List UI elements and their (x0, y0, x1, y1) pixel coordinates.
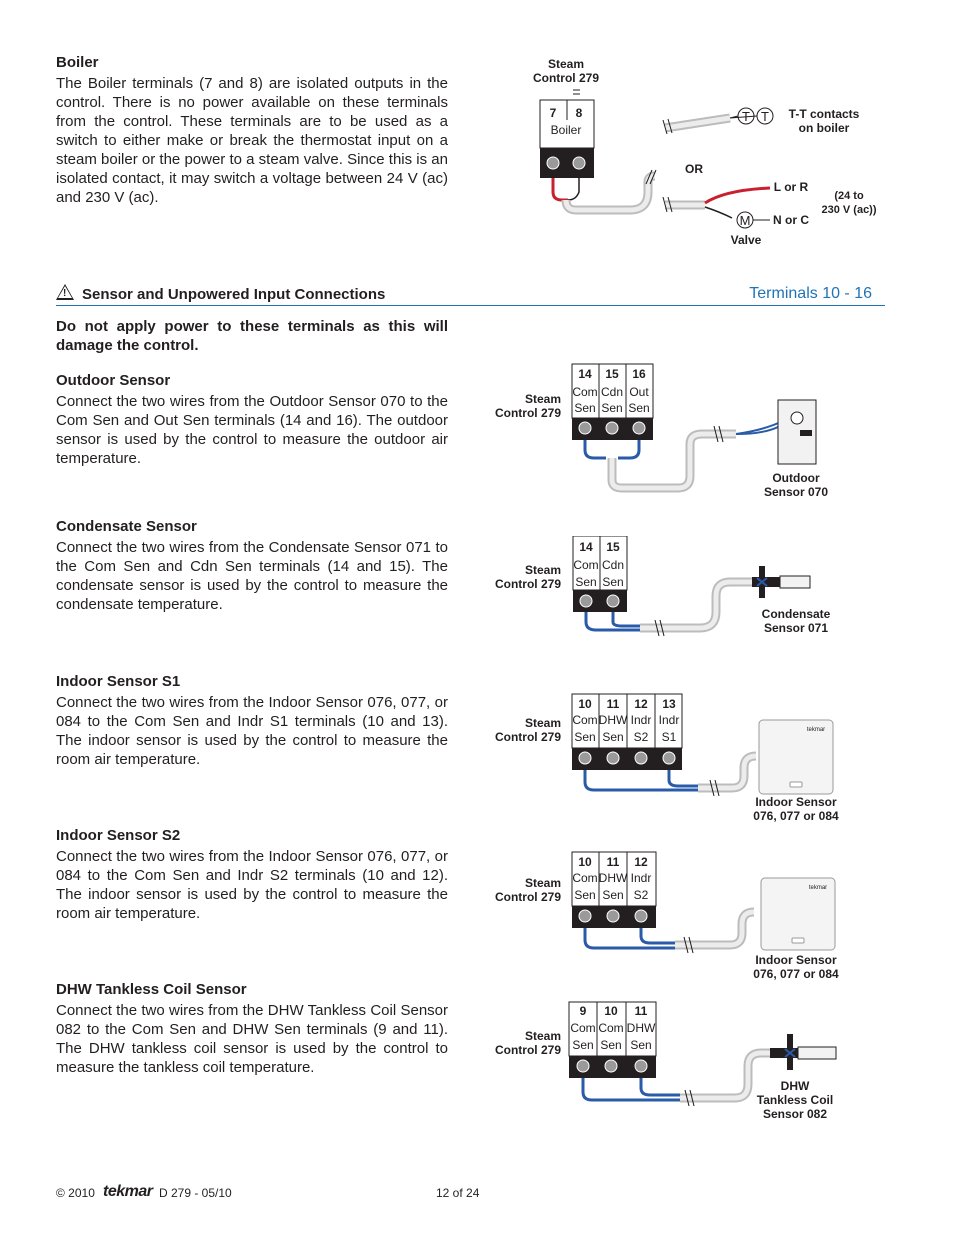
indoor-s1-terminal-10: 10 (578, 697, 592, 711)
outdoor-heading: Outdoor Sensor (56, 372, 171, 389)
tt-contact-2: T (761, 109, 769, 124)
indoor-s2-terminal-10-name-b: Sen (574, 888, 596, 902)
condensate-terminal-15-name-a: Cdn (601, 558, 625, 572)
outdoor-terminal-16-name-b: Sen (628, 401, 650, 415)
indoor-s2-control-label-1: Steam (524, 876, 561, 890)
indoor-s2-text: Connect the two wires from the Indoor Sensor 076, 077, or 084 to the Com Sen and Indr S2 terminals (10 and 12). The indoor sensor is used by the control to measure the room air temperature. (56, 848, 448, 922)
dhw-sensor-label-3: Sensor 082 (762, 1107, 828, 1121)
valve-label: Valve (730, 233, 762, 247)
condensate-terminal-15-name-b: Sen (602, 575, 624, 589)
condensate-terminal-14-name-a: Com (573, 558, 599, 572)
indoor-s1-terminal-13-name-b: S1 (661, 730, 677, 744)
indoor-s2-sensor-brand: tekmar (808, 885, 828, 891)
indoor-s1-terminal-12-name-b: S2 (633, 730, 649, 744)
outdoor-terminal-16-name-a: Out (629, 385, 649, 399)
indoor-s1-terminal-11: 11 (606, 697, 620, 711)
outdoor-control-label-1: Steam (524, 392, 561, 406)
indoor-s2-terminal-12-name-a: Indr (630, 871, 652, 885)
indoor-s1-terminal-13-name-a: Indr (658, 713, 680, 727)
indoor-s1-terminal-12: 12 (634, 697, 648, 711)
outdoor-terminal-15: 15 (605, 367, 619, 381)
boiler-heading: Boiler (56, 54, 99, 71)
indoor-s2-sensor-label-2: 076, 077 or 084 (753, 967, 839, 981)
dhw-control-label-2: Control 279 (494, 1043, 561, 1057)
warning-icon-mark: ! (63, 288, 67, 299)
indoor-s2-terminal-11-name-a: DHW (598, 871, 628, 885)
footer-brand-logo: tekmar (103, 1183, 153, 1200)
indoor-s1-terminal-10-name-b: Sen (574, 730, 596, 744)
outdoor-sensor-label-1: Outdoor (772, 471, 820, 485)
outdoor-diagram (480, 362, 900, 504)
indoor-s1-control-label-1: Steam (524, 716, 561, 730)
indoor-s2-diagram (480, 850, 900, 986)
outdoor-control-label-2: Control 279 (494, 406, 561, 420)
outdoor-terminal-14-name-a: Com (572, 385, 598, 399)
indoor-s1-sensor-label-2: 076, 077 or 084 (753, 809, 839, 823)
indoor-s1-terminal-11-name-a: DHW (598, 713, 628, 727)
indoor-s1-terminal-13: 13 (662, 697, 676, 711)
section-title: Sensor and Unpowered Input Connections (82, 286, 386, 303)
condensate-control-label-1: Steam (524, 563, 561, 577)
footer-page-number: 12 of 24 (436, 1186, 480, 1200)
indoor-s1-terminal-12-name-a: Indr (630, 713, 652, 727)
dhw-sensor-label-2: Tankless Coil (756, 1093, 834, 1107)
warning-text: Do not apply power to these terminals as this will damage the control. (56, 318, 448, 354)
dhw-terminal-9-name-a: Com (570, 1021, 596, 1035)
indoor-s1-heading: Indoor Sensor S1 (56, 673, 181, 690)
dhw-terminal-10-name-a: Com (598, 1021, 624, 1035)
indoor-s2-terminal-12-name-b: S2 (633, 888, 649, 902)
dhw-terminal-9: 9 (579, 1004, 587, 1018)
motor-icon: M (739, 213, 751, 228)
indoor-s1-sensor-brand: tekmar (806, 727, 826, 733)
indoor-s1-text: Connect the two wires from the Indoor Sensor 076, 077, or 084 to the Com Sen and Indr S1 terminals (10 and 13). The indoor sensor is used by the control to measure the room air temperature. (56, 694, 448, 768)
indoor-s2-terminal-10-name-a: Com (572, 871, 598, 885)
indoor-s2-control-label-2: Control 279 (494, 890, 561, 904)
indoor-s2-terminal-12: 12 (634, 855, 648, 869)
indoor-s1-diagram (480, 692, 900, 828)
indoor-s1-sensor-label-1: Indoor Sensor (755, 795, 837, 809)
terminal-boiler-name: Boiler (550, 123, 582, 137)
condensate-diagram (480, 536, 900, 646)
condensate-text: Connect the two wires from the Condensate Sensor 071 to the Com Sen and Cdn Sen terminals (14 and 15). The condensate sensor is used by the control to measure the condensate temperature. (56, 539, 448, 613)
condensate-terminal-14: 14 (579, 540, 593, 554)
section-terminals: Terminals 10 - 16 (749, 285, 872, 302)
indoor-s2-terminal-11: 11 (606, 855, 620, 869)
indoor-s1-terminal-10-name-a: Com (572, 713, 598, 727)
footer-copyright: © 2010 (56, 1186, 95, 1200)
indoor-s2-sensor-label-1: Indoor Sensor (755, 953, 837, 967)
voltage-label-1: (24 to (834, 190, 864, 202)
dhw-terminal-10: 10 (604, 1004, 618, 1018)
dhw-terminal-11-name-a: DHW (626, 1021, 656, 1035)
dhw-terminal-10-name-b: Sen (600, 1038, 622, 1052)
terminal-7: 7 (549, 106, 557, 120)
indoor-s1-terminal-11-name-b: Sen (602, 730, 624, 744)
indoor-s2-terminal-11-name-b: Sen (602, 888, 624, 902)
outdoor-terminal-16: 16 (632, 367, 646, 381)
outdoor-terminal-15-name-a: Cdn (600, 385, 624, 399)
dhw-terminal-9-name-b: Sen (572, 1038, 594, 1052)
boiler-control-label-1: Steam (547, 57, 585, 71)
outdoor-text: Connect the two wires from the Outdoor Sensor 070 to the Com Sen and Out Sen terminals (14 and 16). The outdoor sensor is used by the control to measure the outdoor air temperature. (56, 393, 448, 467)
outdoor-terminal-14-name-b: Sen (574, 401, 596, 415)
indoor-s2-heading: Indoor Sensor S2 (56, 827, 181, 844)
dhw-diagram (480, 1000, 900, 1128)
boiler-control-label-2: Control 279 (532, 71, 600, 85)
voltage-label-2: 230 V (ac)) (821, 204, 877, 216)
boiler-text: The Boiler terminals (7 and 8) are isolated outputs in the control. There is no power available on these terminals from the control. These terminals are to be used as a switch to either make or break the thermostat input on a steam boiler or the power to a steam valve. Since this is an isolated contact, it may switch a voltage between 24 V (ac) and 230 V (ac). (56, 75, 448, 206)
boiler-diagram (480, 50, 900, 255)
section-rule (56, 305, 885, 306)
dhw-sensor-label-1: DHW (780, 1079, 810, 1093)
footer-doc-number: D 279 - 05/10 (159, 1186, 232, 1200)
dhw-heading: DHW Tankless Coil Sensor (56, 981, 247, 998)
tt-label-1: T-T contacts (788, 107, 860, 121)
tt-label-2: on boiler (798, 121, 850, 135)
l-or-r-label: L or R (773, 180, 809, 194)
tt-contact-1: T (742, 109, 750, 124)
terminal-8: 8 (575, 106, 583, 120)
n-or-c-label: N or C (773, 213, 809, 227)
outdoor-sensor-label-2: Sensor 070 (763, 485, 829, 499)
condensate-heading: Condensate Sensor (56, 518, 197, 535)
indoor-s2-terminal-10: 10 (578, 855, 592, 869)
or-label: OR (685, 162, 703, 176)
dhw-terminal-11: 11 (634, 1004, 648, 1018)
outdoor-terminal-15-name-b: Sen (601, 401, 623, 415)
condensate-control-label-2: Control 279 (494, 577, 561, 591)
dhw-text: Connect the two wires from the DHW Tankless Coil Sensor 082 to the Com Sen and DHW Sen terminals (9 and 11). The DHW tankless coil sensor is used by the control to measure the tankless coil temperature. (56, 1002, 448, 1076)
condensate-sensor-label-2: Sensor 071 (763, 621, 829, 635)
condensate-sensor-label-1: Condensate (761, 607, 831, 621)
outdoor-terminal-14: 14 (578, 367, 592, 381)
condensate-terminal-14-name-b: Sen (575, 575, 597, 589)
dhw-control-label-1: Steam (524, 1029, 561, 1043)
dhw-terminal-11-name-b: Sen (630, 1038, 652, 1052)
indoor-s1-control-label-2: Control 279 (494, 730, 561, 744)
condensate-terminal-15: 15 (606, 540, 620, 554)
